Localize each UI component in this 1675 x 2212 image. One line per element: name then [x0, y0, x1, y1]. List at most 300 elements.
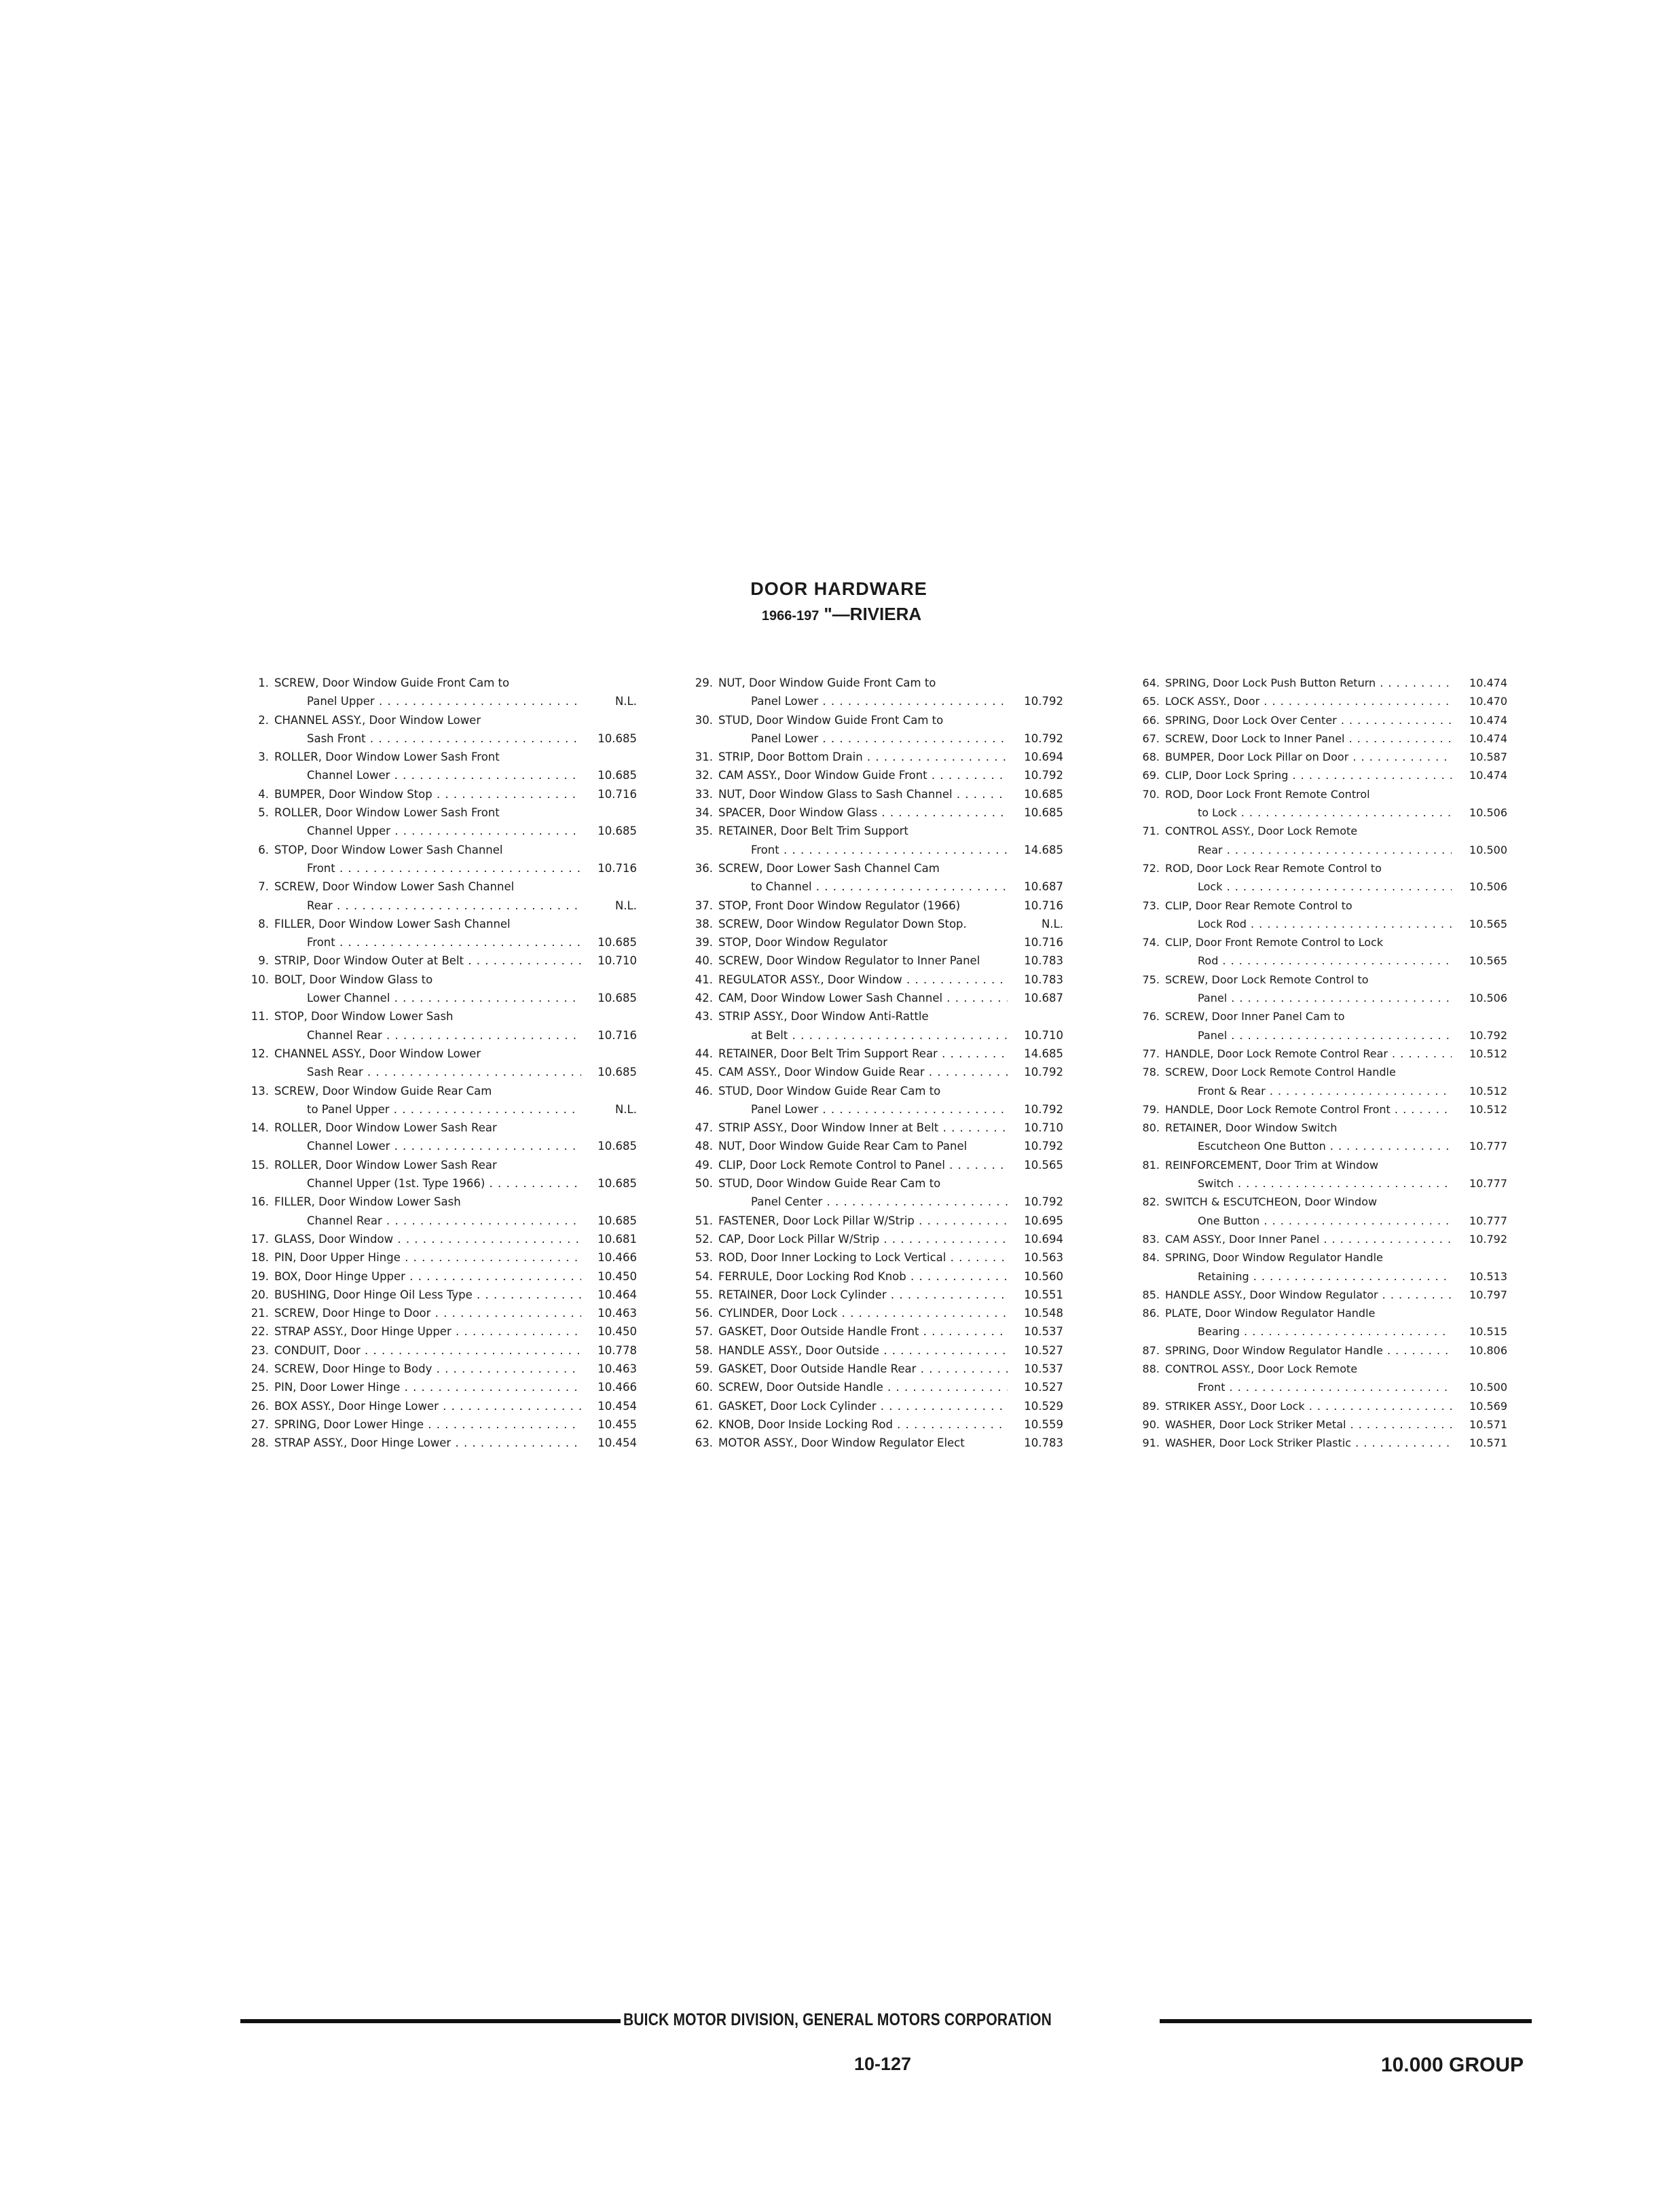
part-row: [242, 711, 637, 729]
part-row: [686, 896, 1063, 915]
part-group-number: 10.474: [1469, 676, 1507, 689]
part-description: ROD, Door Inner Locking to Lock Vertical . . .: [718, 1248, 1008, 1267]
part-number: 17.: [251, 1232, 269, 1246]
part-group-number: 10.792: [1024, 1140, 1063, 1153]
part-description: Lower Channel . . .: [274, 989, 581, 1007]
part-row: [1133, 1212, 1507, 1230]
part-group-number: N.L.: [1041, 917, 1063, 930]
part-description: NUT, Door Window Guide Front Cam to: [718, 676, 936, 689]
part-row: [1133, 1119, 1507, 1137]
part-group-number: 10.506: [1469, 880, 1507, 894]
part-group-number: 10.797: [1469, 1288, 1507, 1301]
part-description: ROD, Door Lock Front Remote Control: [1165, 787, 1370, 801]
part-number: 22.: [251, 1325, 269, 1339]
part-group-number: 10.685: [597, 1066, 637, 1079]
part-description: CLIP, Door Lock Remote Control to Panel . . .: [718, 1156, 1008, 1174]
part-group-number: 10.777: [1469, 1214, 1507, 1227]
part-number: 90.: [1142, 1417, 1160, 1431]
part-number: 31.: [695, 750, 713, 764]
part-description: FERRULE, Door Locking Rod Knob . . .: [718, 1267, 1008, 1286]
page-title: DOOR HARDWARE: [750, 579, 927, 599]
part-description: to Lock . . .: [1165, 803, 1452, 822]
part-group-number: N.L.: [614, 695, 637, 708]
part-group-number: 10.527: [1024, 1343, 1063, 1357]
part-row: [242, 971, 637, 989]
part-description: STRIP ASSY., Door Window Inner at Belt . . .: [718, 1119, 1008, 1137]
part-description: Channel Rear . . .: [274, 1026, 581, 1045]
part-number: 46.: [695, 1084, 713, 1098]
part-description: SCREW, Door Inner Panel Cam to: [1165, 1010, 1345, 1023]
part-row: [686, 1378, 1063, 1396]
part-description: ROLLER, Door Window Lower Sash Front: [274, 750, 500, 764]
part-number: 51.: [695, 1214, 713, 1227]
part-row: [1133, 766, 1507, 784]
part-row: [686, 1063, 1063, 1081]
part-row: [242, 1304, 637, 1322]
part-number: 38.: [695, 917, 713, 930]
part-description: SWITCH & ESCUTCHEON, Door Window: [1165, 1195, 1378, 1209]
part-description: SPRING, Door Lock Over Center . . .: [1165, 711, 1452, 729]
part-row: [1133, 1248, 1507, 1267]
part-row: [686, 1137, 1063, 1155]
part-number: 55.: [695, 1288, 713, 1301]
part-group-number: 10.466: [597, 1251, 637, 1265]
part-description: RETAINER, Door Window Switch: [1165, 1121, 1338, 1135]
part-description: CONTROL ASSY., Door Lock Remote: [1165, 1362, 1358, 1375]
part-number: 11.: [251, 1010, 269, 1023]
part-description: Channel Rear . . .: [274, 1212, 581, 1230]
part-row: [1133, 1082, 1507, 1100]
part-description: SPACER, Door Window Glass . . .: [718, 803, 1008, 822]
part-row: [1133, 1397, 1507, 1415]
part-description: MOTOR ASSY., Door Window Regulator Elect: [718, 1436, 965, 1450]
part-group-number: 10.694: [1024, 750, 1063, 764]
part-description: SCREW, Door Window Guide Front Cam to: [274, 676, 510, 689]
part-group-number: 10.512: [1469, 1102, 1507, 1116]
part-group-number: 10.685: [597, 936, 637, 949]
part-description: RETAINER, Door Lock Cylinder . . .: [718, 1286, 1008, 1304]
part-row: [686, 674, 1063, 692]
part-row: [686, 1156, 1063, 1174]
part-row: [1133, 1045, 1507, 1063]
part-number: 75.: [1142, 973, 1160, 986]
part-number: 36.: [695, 861, 713, 875]
part-description: SCREW, Door Hinge to Body . . .: [274, 1360, 581, 1378]
part-group-number: N.L.: [614, 899, 637, 912]
part-group-number: 10.587: [1469, 750, 1507, 764]
part-description: STRAP ASSY., Door Hinge Lower . . .: [274, 1434, 581, 1452]
part-row: [1133, 748, 1507, 766]
part-row: [686, 1304, 1063, 1322]
part-group-number: 10.474: [1469, 713, 1507, 727]
part-row: [1133, 859, 1507, 877]
part-group-number: 10.716: [1024, 936, 1063, 949]
part-group-number: 10.450: [597, 1269, 637, 1283]
part-description: SCREW, Door Lock to Inner Panel . . .: [1165, 729, 1452, 748]
part-row: [686, 1174, 1063, 1193]
part-group-number: 10.806: [1469, 1343, 1507, 1357]
part-group-number: 10.500: [1469, 1381, 1507, 1394]
part-row: [1133, 1137, 1507, 1155]
part-row: [242, 748, 637, 766]
part-description: STOP, Door Window Lower Sash Channel: [274, 843, 503, 856]
part-group-number: 10.551: [1024, 1288, 1063, 1301]
part-description: SPRING, Door Window Regulator Handle . . .: [1165, 1341, 1452, 1360]
part-row: [242, 803, 637, 822]
part-row: [686, 1193, 1063, 1211]
part-group-number: 10.563: [1024, 1251, 1063, 1265]
parts-column-3: [1133, 674, 1507, 1452]
part-number: 88.: [1142, 1362, 1160, 1375]
part-description: CONDUIT, Door . . .: [274, 1341, 581, 1360]
part-description: PLATE, Door Window Regulator Handle: [1165, 1307, 1376, 1320]
part-group-number: 10.537: [1024, 1325, 1063, 1339]
part-description: BUMPER, Door Lock Pillar on Door . . .: [1165, 748, 1452, 766]
part-row: [242, 841, 637, 859]
part-description: STRIP ASSY., Door Window Anti-Rattle: [718, 1010, 929, 1023]
part-number: 84.: [1142, 1251, 1160, 1265]
part-row: [686, 785, 1063, 803]
part-number: 66.: [1142, 713, 1160, 727]
part-row: [686, 951, 1063, 970]
part-number: 70.: [1142, 787, 1160, 801]
part-row: [686, 1230, 1063, 1248]
part-number: 81.: [1142, 1158, 1160, 1172]
part-row: [1133, 1174, 1507, 1193]
part-number: 44.: [695, 1047, 713, 1060]
part-description: SCREW, Door Window Regulator Down Stop.: [718, 917, 967, 930]
part-group-number: 10.454: [597, 1436, 637, 1450]
part-description: CHANNEL ASSY., Door Window Lower: [274, 713, 481, 727]
part-row: [242, 1378, 637, 1396]
part-row: [242, 951, 637, 970]
part-description: to Channel . . .: [718, 877, 1008, 896]
part-number: 48.: [695, 1140, 713, 1153]
part-row: [242, 989, 637, 1007]
part-number: 80.: [1142, 1121, 1160, 1135]
part-number: 10.: [251, 973, 269, 986]
part-group-number: 10.454: [597, 1399, 637, 1413]
part-row: [242, 822, 637, 840]
part-row: [686, 1007, 1063, 1026]
part-row: [686, 841, 1063, 859]
part-description: STOP, Door Window Lower Sash: [274, 1010, 454, 1023]
part-row: [242, 1007, 637, 1026]
part-description: Rear . . .: [274, 896, 581, 915]
part-number: 39.: [695, 936, 713, 949]
part-group-number: 10.685: [597, 1177, 637, 1191]
part-number: 49.: [695, 1158, 713, 1172]
part-description: CONTROL ASSY., Door Lock Remote: [1165, 824, 1358, 838]
part-group-number: 10.778: [597, 1343, 637, 1357]
part-row: [242, 1156, 637, 1174]
part-number: 6.: [258, 843, 269, 856]
part-description: Rod . . .: [1165, 951, 1452, 970]
part-number: 60.: [695, 1381, 713, 1394]
part-row: [686, 1286, 1063, 1304]
part-row: [1133, 1063, 1507, 1081]
part-description: CAM ASSY., Door Window Guide Rear . . .: [718, 1063, 1008, 1081]
part-number: 4.: [258, 787, 269, 801]
part-group-number: 10.685: [1024, 787, 1063, 801]
part-description: NUT, Door Window Guide Rear Cam to Panel: [718, 1140, 968, 1153]
part-description: Panel Lower . . .: [718, 729, 1008, 748]
part-row: [242, 1415, 637, 1434]
part-description: SCREW, Door Window Regulator to Inner Panel: [718, 954, 980, 968]
part-description: HANDLE ASSY., Door Outside . . .: [718, 1341, 1008, 1360]
part-group-number: 10.565: [1024, 1158, 1063, 1172]
part-description: STRIP, Door Window Outer at Belt . . .: [274, 951, 581, 970]
part-description: Channel Lower . . .: [274, 766, 581, 784]
part-row: [686, 1322, 1063, 1341]
part-number: 79.: [1142, 1102, 1160, 1116]
part-row: [686, 1045, 1063, 1063]
part-row: [242, 1286, 637, 1304]
part-number: 74.: [1142, 936, 1160, 949]
part-row: [242, 729, 637, 748]
part-number: 13.: [251, 1084, 269, 1098]
part-group-number: 10.513: [1469, 1269, 1507, 1283]
part-group-number: 10.685: [597, 1140, 637, 1153]
part-description: SPRING, Door Window Regulator Handle: [1165, 1251, 1383, 1265]
part-number: 64.: [1142, 676, 1160, 689]
part-group-number: 10.792: [1469, 1028, 1507, 1042]
part-number: 76.: [1142, 1010, 1160, 1023]
part-number: 65.: [1142, 695, 1160, 708]
part-row: [1133, 1230, 1507, 1248]
part-number: 28.: [251, 1436, 269, 1450]
part-group-number: 10.474: [1469, 731, 1507, 745]
part-group-number: 14.685: [1024, 843, 1063, 856]
part-description: CHANNEL ASSY., Door Window Lower: [274, 1047, 481, 1060]
part-group-number: 10.792: [1024, 1195, 1063, 1209]
part-row: [1133, 1007, 1507, 1026]
part-row: [686, 1267, 1063, 1286]
part-description: SCREW, Door Lock Remote Control Handle: [1165, 1066, 1396, 1079]
part-row: [1133, 1193, 1507, 1211]
part-number: 82.: [1142, 1195, 1160, 1209]
part-row: [1133, 933, 1507, 951]
part-number: 29.: [695, 676, 713, 689]
part-row: [242, 1119, 637, 1137]
part-number: 25.: [251, 1381, 269, 1394]
part-group-number: 10.463: [597, 1307, 637, 1320]
part-row: [686, 803, 1063, 822]
part-group-number: 10.512: [1469, 1047, 1507, 1060]
part-description: ROD, Door Lock Rear Remote Control to: [1165, 861, 1382, 875]
part-row: [242, 692, 637, 710]
part-group-number: 10.685: [597, 769, 637, 782]
part-number: 61.: [695, 1399, 713, 1413]
part-row: [1133, 785, 1507, 803]
part-description: Channel Upper (1st. Type 1966) . . .: [274, 1174, 581, 1193]
part-row: [1133, 1378, 1507, 1396]
part-description: CYLINDER, Door Lock . . .: [718, 1304, 1008, 1322]
part-number: 52.: [695, 1232, 713, 1246]
part-number: 86.: [1142, 1307, 1160, 1320]
part-row: [1133, 989, 1507, 1007]
part-row: [1133, 1360, 1507, 1378]
part-description: REINFORCEMENT, Door Trim at Window: [1165, 1158, 1379, 1172]
part-row: [1133, 1322, 1507, 1341]
part-group-number: N.L.: [614, 1102, 637, 1116]
part-group-number: 10.792: [1024, 1066, 1063, 1079]
part-number: 1.: [258, 676, 269, 689]
part-row: [686, 711, 1063, 729]
part-description: STUD, Door Window Guide Rear Cam to: [718, 1177, 941, 1191]
part-row: [1133, 711, 1507, 729]
part-row: [686, 1341, 1063, 1360]
part-description: Retaining . . .: [1165, 1267, 1452, 1286]
part-number: 9.: [258, 954, 269, 968]
part-description: GASKET, Door Lock Cylinder . . .: [718, 1397, 1008, 1415]
part-description: STRIKER ASSY., Door Lock . . .: [1165, 1397, 1452, 1415]
part-row: [1133, 1100, 1507, 1119]
part-number: 35.: [695, 824, 713, 838]
part-description: CAP, Door Lock Pillar W/Strip . . .: [718, 1230, 1008, 1248]
part-description: BOX ASSY., Door Hinge Lower . . .: [274, 1397, 581, 1415]
part-number: 87.: [1142, 1343, 1160, 1357]
part-group-number: 14.685: [1024, 1047, 1063, 1060]
part-group-number: 10.710: [1024, 1121, 1063, 1135]
part-description: HANDLE ASSY., Door Window Regulator . . .: [1165, 1286, 1452, 1304]
part-group-number: 10.694: [1024, 1232, 1063, 1246]
part-group-number: 10.474: [1469, 769, 1507, 782]
part-row: [686, 766, 1063, 784]
part-row: [242, 674, 637, 692]
part-group-number: 10.687: [1024, 992, 1063, 1005]
part-row: [242, 877, 637, 896]
part-row: [1133, 1156, 1507, 1174]
part-number: 89.: [1142, 1399, 1160, 1413]
part-description: NUT, Door Window Glass to Sash Channel . . .: [718, 785, 1008, 803]
part-row: [1133, 692, 1507, 710]
part-number: 62.: [695, 1417, 713, 1431]
part-description: Sash Front . . .: [274, 729, 581, 748]
part-row: [686, 1434, 1063, 1452]
part-description: Lock . . .: [1165, 877, 1452, 896]
part-description: ROLLER, Door Window Lower Sash Front: [274, 806, 500, 820]
part-group-number: 10.783: [1024, 973, 1063, 986]
part-description: CLIP, Door Front Remote Control to Lock: [1165, 936, 1384, 949]
part-number: 3.: [258, 750, 269, 764]
part-row: [1133, 1341, 1507, 1360]
part-row: [686, 1100, 1063, 1119]
part-row: [1133, 1304, 1507, 1322]
part-group-number: 10.515: [1469, 1325, 1507, 1339]
parts-column-2: [686, 674, 1063, 1452]
part-row: [686, 729, 1063, 748]
part-row: [242, 1137, 637, 1155]
part-number: 77.: [1142, 1047, 1160, 1060]
part-row: [242, 915, 637, 933]
part-row: [242, 785, 637, 803]
part-row: [242, 1174, 637, 1193]
part-number: 57.: [695, 1325, 713, 1339]
part-group-number: 10.777: [1469, 1177, 1507, 1191]
part-row: [686, 933, 1063, 951]
part-description: SCREW, Door Lock Remote Control to: [1165, 973, 1369, 986]
part-row: [1133, 896, 1507, 915]
part-row: [1133, 915, 1507, 933]
part-group-number: 10.569: [1469, 1399, 1507, 1413]
part-number: 41.: [695, 973, 713, 986]
part-number: 15.: [251, 1158, 269, 1172]
part-number: 27.: [251, 1417, 269, 1431]
part-row: [686, 1397, 1063, 1415]
part-number: 32.: [695, 769, 713, 782]
part-group-number: 10.455: [597, 1417, 637, 1431]
part-group-number: 10.450: [597, 1325, 637, 1339]
part-group-number: 10.792: [1024, 695, 1063, 708]
part-description: SCREW, Door Hinge to Door . . .: [274, 1304, 581, 1322]
part-description: SCREW, Door Lower Sash Channel Cam: [718, 861, 940, 875]
part-number: 63.: [695, 1436, 713, 1450]
part-description: STRIP, Door Bottom Drain . . .: [718, 748, 1008, 766]
part-row: [242, 766, 637, 784]
part-row: [242, 1063, 637, 1081]
part-row: [1133, 841, 1507, 859]
part-row: [242, 1397, 637, 1415]
part-row: [242, 1322, 637, 1341]
part-number: 43.: [695, 1010, 713, 1023]
part-description: Panel Lower . . .: [718, 1100, 1008, 1119]
part-row: [1133, 971, 1507, 989]
part-number: 30.: [695, 713, 713, 727]
part-group-number: 10.560: [1024, 1269, 1063, 1283]
part-row: [242, 1100, 637, 1119]
part-description: STUD, Door Window Guide Rear Cam to: [718, 1084, 941, 1098]
part-description: WASHER, Door Lock Striker Plastic . . .: [1165, 1434, 1452, 1452]
part-number: 33.: [695, 787, 713, 801]
part-description: RETAINER, Door Belt Trim Support: [718, 824, 908, 838]
part-description: RETAINER, Door Belt Trim Support Rear . . .: [718, 1045, 1008, 1063]
part-group-number: 10.792: [1024, 731, 1063, 745]
part-number: 5.: [258, 806, 269, 820]
part-row: [1133, 822, 1507, 840]
part-row: [686, 859, 1063, 877]
part-group-number: 10.506: [1469, 806, 1507, 820]
part-row: [686, 1415, 1063, 1434]
part-group-number: 10.792: [1024, 769, 1063, 782]
part-group-number: 10.685: [597, 1214, 637, 1227]
part-group-number: 10.506: [1469, 992, 1507, 1005]
part-description: LOCK ASSY., Door . . .: [1165, 692, 1452, 710]
part-row: [242, 1360, 637, 1378]
part-description: Panel Upper . . .: [274, 692, 581, 710]
part-description: STRAP ASSY., Door Hinge Upper . . .: [274, 1322, 581, 1341]
part-group-number: 10.685: [597, 731, 637, 745]
part-group-number: 10.695: [1024, 1214, 1063, 1227]
part-group-number: 10.565: [1469, 954, 1507, 968]
part-row: [1133, 877, 1507, 896]
part-row: [686, 915, 1063, 933]
part-description: GASKET, Door Outside Handle Rear . . .: [718, 1360, 1008, 1378]
part-number: 54.: [695, 1269, 713, 1283]
part-row: [242, 1434, 637, 1452]
page-subtitle: [0, 604, 1675, 625]
part-row: [686, 971, 1063, 989]
part-number: 19.: [251, 1269, 269, 1283]
part-number: 20.: [251, 1288, 269, 1301]
part-number: 58.: [695, 1343, 713, 1357]
part-row: [686, 877, 1063, 896]
part-description: Sash Rear . . .: [274, 1063, 581, 1081]
part-row: [686, 1119, 1063, 1137]
part-row: [242, 1082, 637, 1100]
part-group-number: 10.571: [1469, 1436, 1507, 1450]
part-number: 26.: [251, 1399, 269, 1413]
